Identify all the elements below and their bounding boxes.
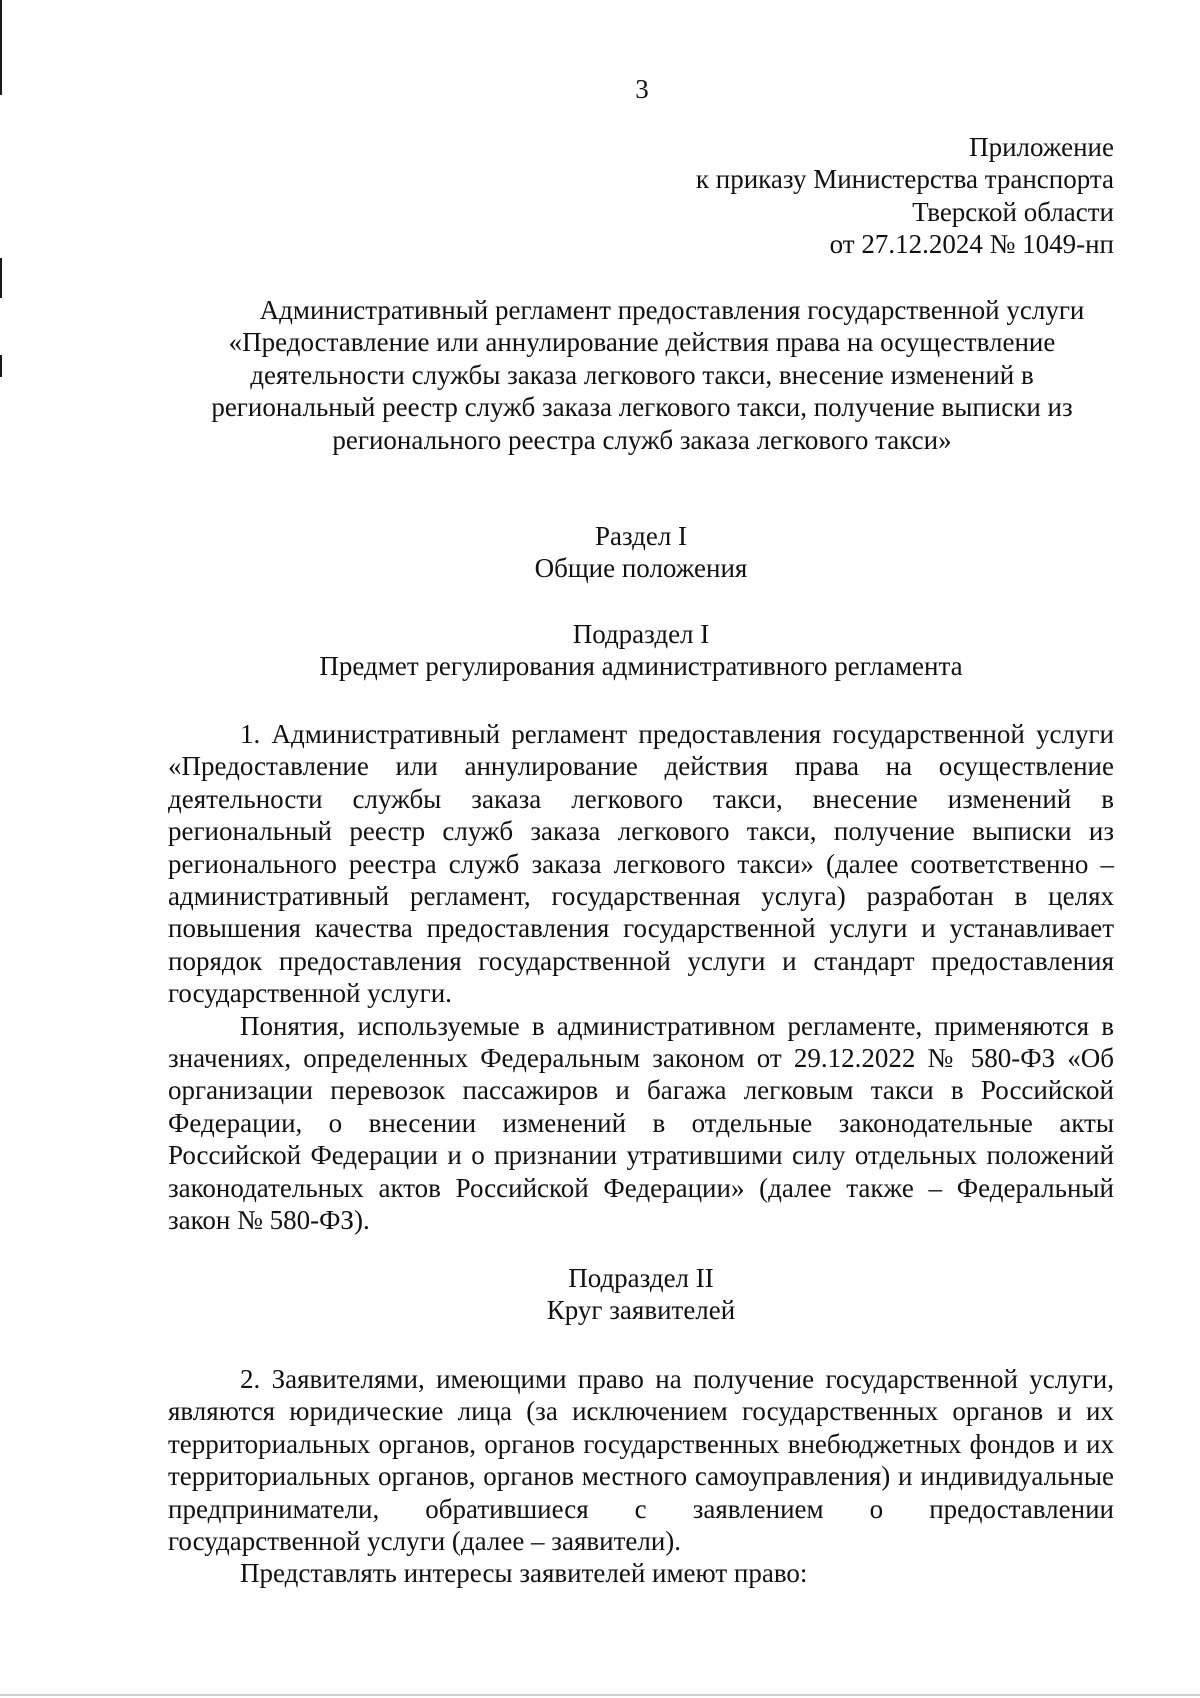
paragraph: 1. Административный регламент предоставления государственной услуги «Предоставление или аннулирование действия права на осуществление деятельности службы заказа легкового такси, внесение изменений в региональный реестр служб заказа легкового такси, получение выписки из регионального реестра служб заказа легкового такси» (далее соответственно – административный регламент, государственная услуга) разработан в целях повышения качества предоставления государственной услуги и устанавливает порядок предоставления государственной услуги и стандарт предоставления государственной услуги.	[168, 719, 1114, 1009]
subsection-body	[168, 718, 1114, 1237]
subsection-label: Подраздел II	[568, 1263, 714, 1293]
paragraph: 2. Заявителями, имеющими право на получение государственной услуги, являются юридические лица (за исключением государственных органов и их территориальных органов, органов государственных внебюджетных фондов и их территориальных органов, органов местного самоуправления) и индивидуальные предприниматели, обратившиеся с заявлением о предоставлении государственной услуги (далее – заявители).	[168, 1364, 1114, 1557]
appendix-line: к приказу Министерства транспорта	[695, 164, 1114, 195]
section-name: Общие положения	[534, 553, 748, 584]
scan-bottom-edge	[0, 1694, 1200, 1696]
appendix-line: Приложение	[969, 132, 1114, 162]
scan-edge-mark	[0, 258, 2, 298]
paragraph: Представлять интересы заявителей имеют право:	[240, 1558, 808, 1589]
subsection-heading	[168, 1262, 1114, 1327]
subsection-name: Круг заявителей	[546, 1295, 736, 1326]
subsection-body	[168, 1363, 1114, 1590]
appendix-line: от 27.12.2024 № 1049-нп	[829, 229, 1114, 260]
section-heading	[168, 520, 1114, 585]
paragraph: Понятия, используемые в административном регламенте, применяются в значениях, определенных Федеральным законом от 29.12.2022 № 580-ФЗ «Об организации перевозок пассажиров и багажа легковым такси в Российской Федерации, о внесении изменений в отдельные законодательные акты Российской Федерации и о признании утратившими силу отдельных положений законодательных актов Российской Федерации» (далее также – Федеральный закон № 580-ФЗ).	[168, 1010, 1114, 1236]
appendix-line: Тверской области	[912, 196, 1114, 227]
subsection-name: Предмет регулирования административного регламента	[319, 651, 963, 682]
page-number: 3	[635, 74, 649, 104]
section-label: Раздел I	[594, 521, 688, 551]
subsection-heading	[168, 618, 1114, 683]
document-title-rest: «Предоставление или аннулирование действия права на осуществление деятельности службы заказа легкового такси, внесение изменений в региональный реестр служб заказа легкового такси, получение выписки из регионального реестра служб заказа легкового такси»	[211, 327, 1073, 455]
scan-edge-mark	[0, 355, 2, 377]
appendix-note	[560, 131, 1114, 261]
document-title	[170, 294, 1114, 456]
document-title-line: Административный регламент предоставления государственной услуги	[259, 295, 1085, 325]
subsection-label: Подраздел I	[572, 619, 710, 649]
